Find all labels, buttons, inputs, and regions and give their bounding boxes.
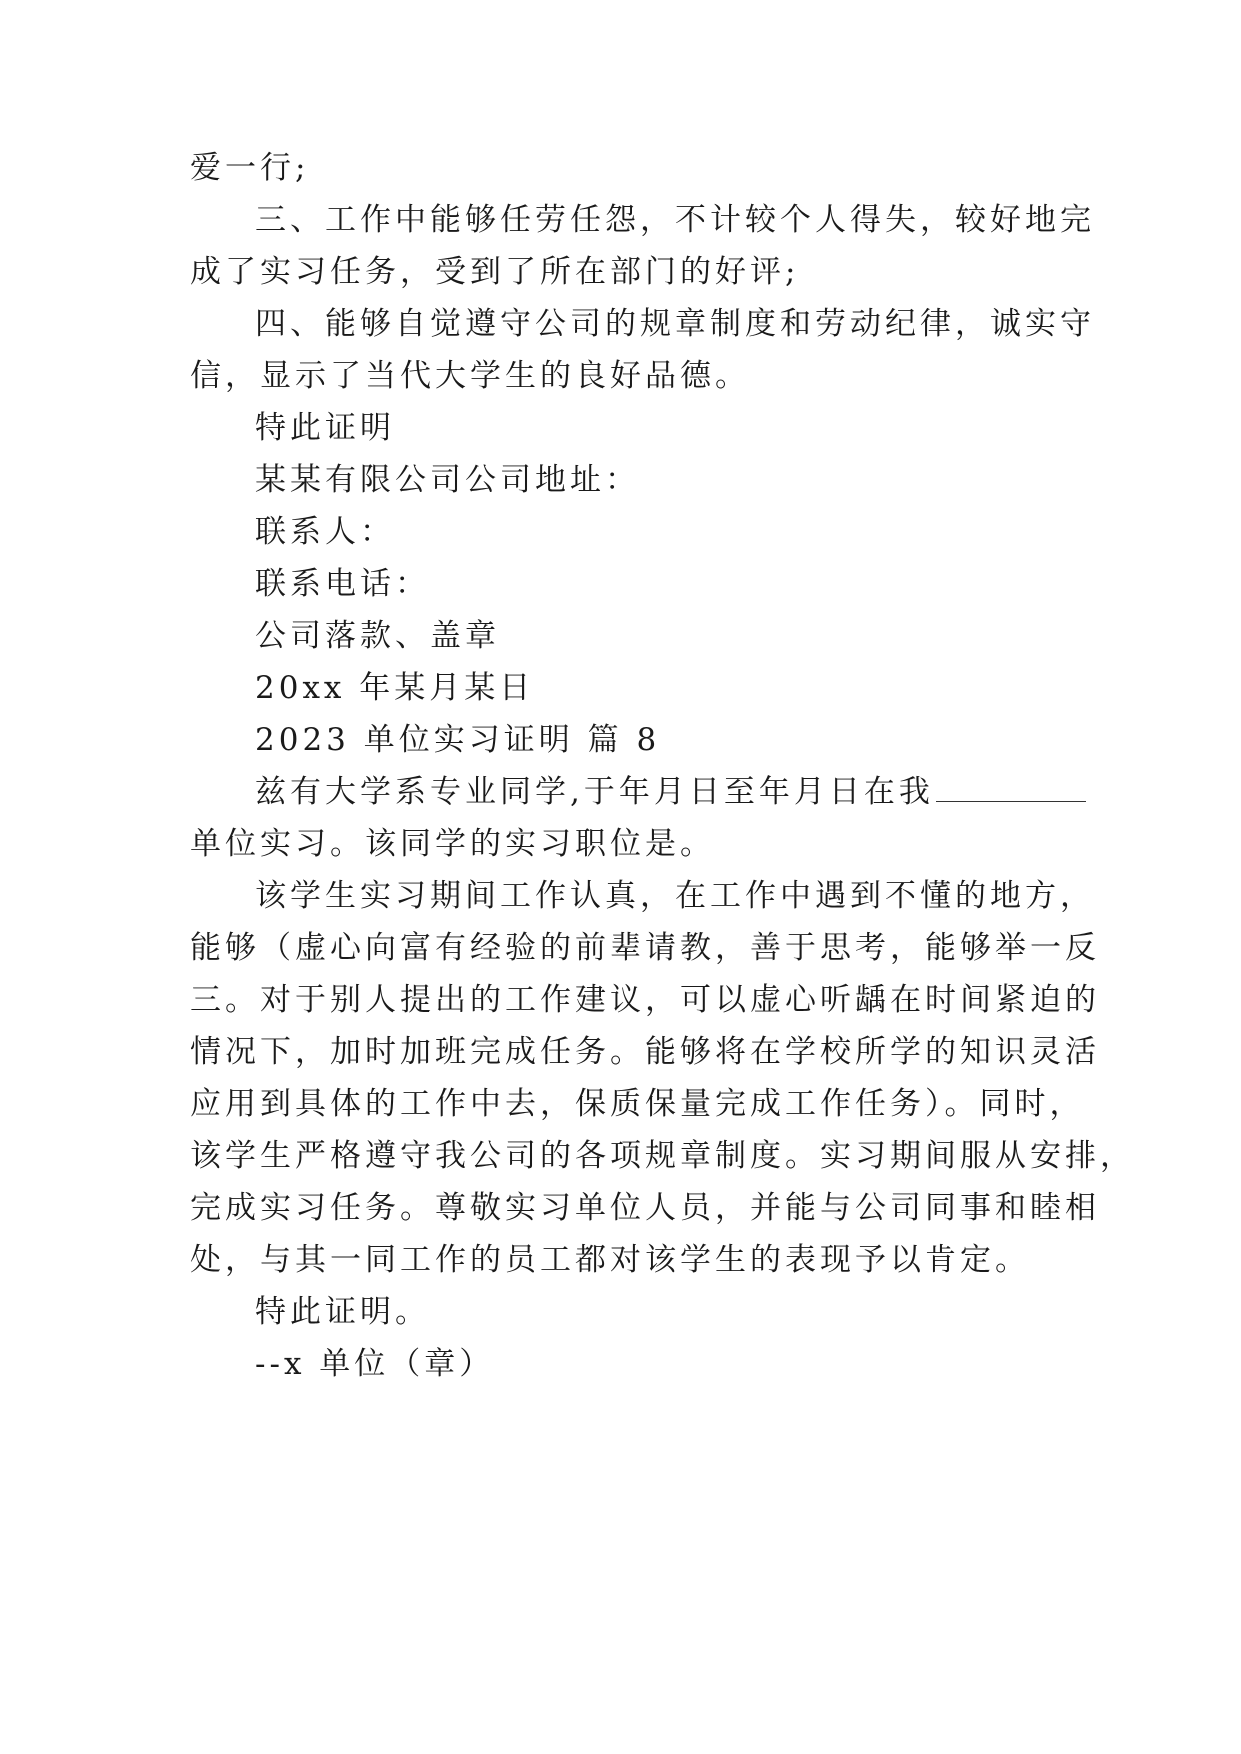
text-line: 情况下，加时加班完成任务。能够将在学校所学的知识灵活 <box>190 1034 1100 1070</box>
text-line: 成了实习任务，受到了所在部门的好评; <box>190 254 800 290</box>
text-line: 能够（虚心向富有经验的前辈请教，善于思考，能够举一反 <box>190 930 1100 966</box>
contact-phone: 联系电话： <box>255 566 430 602</box>
text-line: 单位实习。该同学的实习职位是。 <box>190 826 715 862</box>
certify-statement: 特此证明 <box>255 410 395 446</box>
unit-seal: --x 单位（章） <box>255 1346 495 1382</box>
text-line: 处，与其一同工作的员工都对该学生的表现予以肯定。 <box>190 1242 1030 1278</box>
date-line: 20xx 年某月某日 <box>255 670 535 706</box>
paragraph-item-3: 三、工作中能够任劳任怨，不计较个人得失，较好地完 <box>255 202 1095 238</box>
section-title: 2023 单位实习证明 篇 8 <box>255 722 661 758</box>
text-line: 三。对于别人提出的工作建议，可以虚心听龋在时间紧迫的 <box>190 982 1100 1018</box>
fill-in-blank <box>936 777 1086 802</box>
intro-text: 兹有大学系专业同学,于年月日至年月日在我 <box>255 774 934 810</box>
text-line: 信，显示了当代大学生的良好品德。 <box>190 358 750 394</box>
text-line: 应用到具体的工作中去，保质保量完成工作任务）。同时， <box>190 1086 1085 1122</box>
text-line: 爱一行; <box>190 150 310 186</box>
contact-person: 联系人： <box>255 514 395 550</box>
text-line: 完成实习任务。尊敬实习单位人员，并能与公司同事和睦相 <box>190 1190 1100 1226</box>
evaluation-paragraph: 该学生实习期间工作认真，在工作中遇到不懂的地方， <box>255 878 1095 914</box>
intro-line <box>255 772 1135 812</box>
company-address: 某某有限公司公司地址： <box>255 462 640 498</box>
certify-statement: 特此证明。 <box>255 1294 430 1330</box>
text-line: 该学生严格遵守我公司的各项规章制度。实习期间服从安排， <box>190 1138 1135 1174</box>
paragraph-item-4: 四、能够自觉遵守公司的规章制度和劳动纪律，诚实守 <box>255 306 1095 342</box>
company-seal: 公司落款、盖章 <box>255 618 500 654</box>
